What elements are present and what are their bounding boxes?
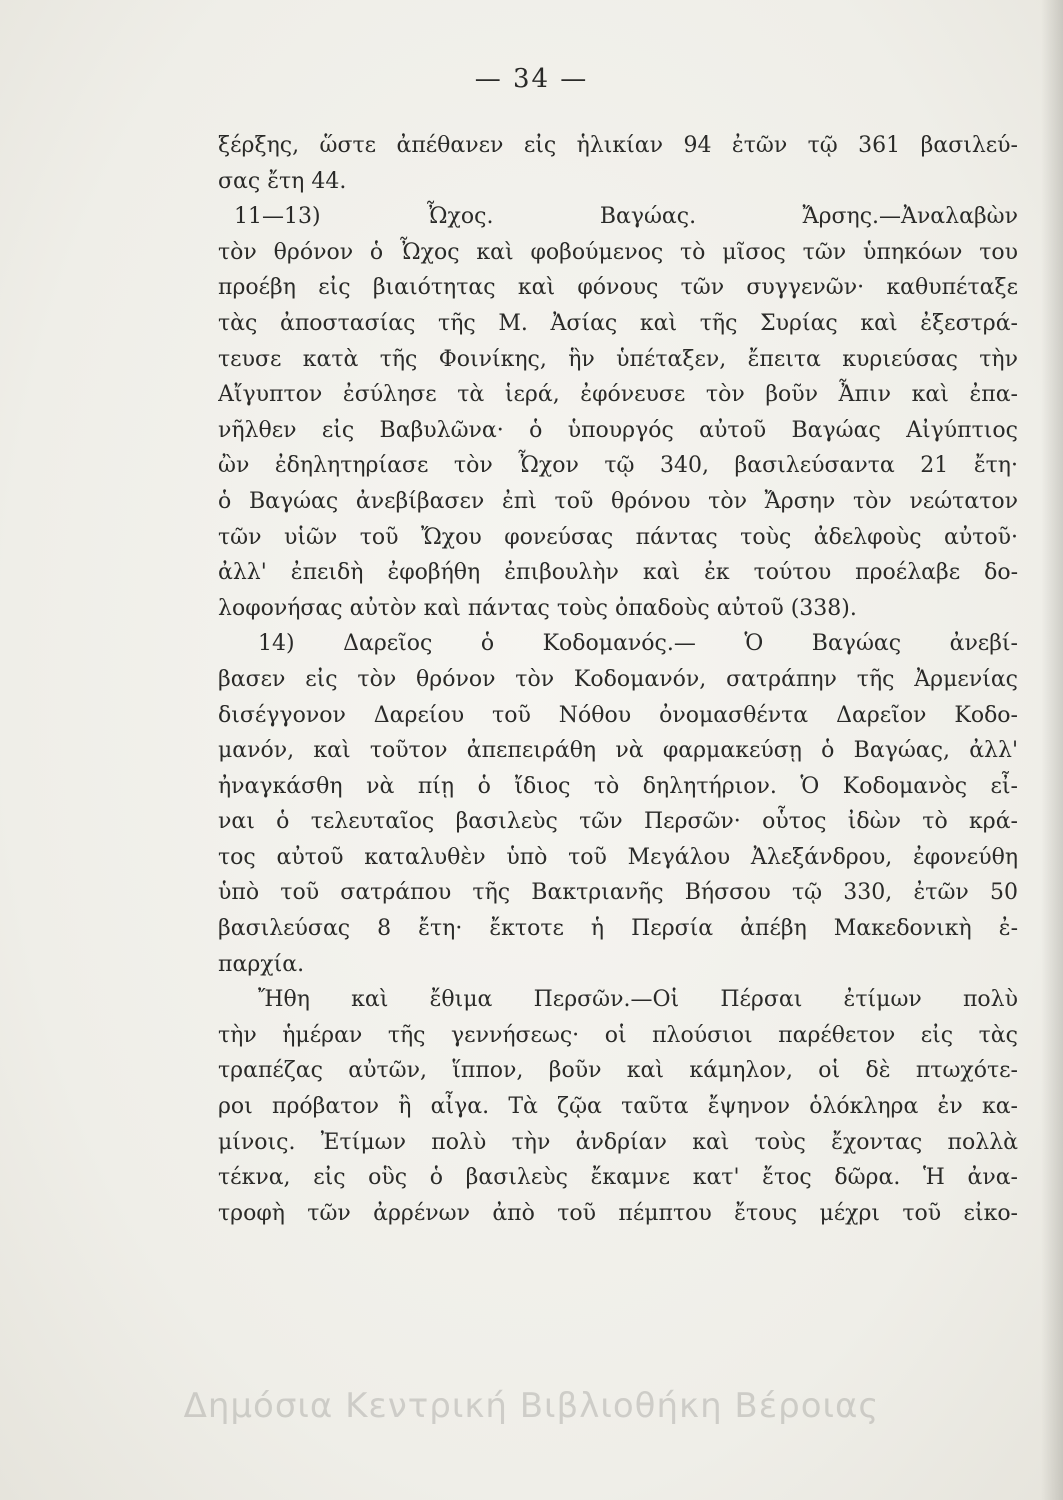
section-heading-line: 11—13) Ὦχος. Βαγώας. Ἄρσης.—Ἀναλαβὼν bbox=[234, 204, 1018, 230]
section-heading-line: Ἤθη καὶ ἔθιμα Περσῶν.—Οἱ Πέρσαι ἐτίμων πολὺ bbox=[258, 987, 1018, 1013]
text-line: προέβη εἰς βιαιότητας καὶ φόνους τῶν συγγενῶν· καθυπέταξε bbox=[218, 275, 1018, 301]
text-line: ὑπὸ τοῦ σατράπου τῆς Βακτριανῆς Βήσσου τῷ 330, ἐτῶν 50 bbox=[218, 880, 1018, 906]
text-line: ὁ Βαγώας ἀνεβίβασεν ἐπὶ τοῦ θρόνου τὸν Ἄρσην τὸν νεώτατον bbox=[218, 488, 1018, 514]
text-line: ὢν ἐδηλητηρίασε τὸν Ὦχον τῷ 340, βασιλεύσαντα 21 ἔτη· bbox=[218, 453, 1018, 479]
text-line: Αἴγυπτον ἐσύλησε τὰ ἱερά, ἐφόνευσε τὸν βοῦν Ἆπιν καὶ ἐπα- bbox=[218, 382, 1018, 408]
text-line: τροφὴ τῶν ἀρρένων ἀπὸ τοῦ πέμπτου ἔτους μέχρι τοῦ εἰκο- bbox=[218, 1200, 1018, 1226]
text-line: παρχία. bbox=[218, 951, 305, 977]
text-line: λοφονήσας αὐτὸν καὶ πάντας τοὺς ὀπαδοὺς αὐτοῦ (338). bbox=[218, 595, 857, 621]
library-watermark: Δημόσια Κεντρική Βιβλιοθήκη Βέροιας bbox=[183, 1386, 880, 1426]
text-line: ἀλλ' ἐπειδὴ ἐφοβήθη ἐπιβουλὴν καὶ ἐκ τούτου προέλαβε δο- bbox=[218, 560, 1018, 586]
text-line: βασιλεύσας 8 ἔτη· ἔκτοτε ἡ Περσία ἀπέβη Μακεδονικὴ ἐ- bbox=[218, 916, 1018, 942]
text-line: τευσε κατὰ τῆς Φοινίκης, ἣν ὑπέταξεν, ἔπειτα κυριεύσας τὴν bbox=[218, 346, 1018, 372]
text-line: ξέρξης, ὥστε ἀπέθανεν εἰς ἡλικίαν 94 ἐτῶν τῷ 361 βασιλεύ- bbox=[218, 133, 1018, 158]
text-line: τὰς ἀποστασίας τῆς Μ. Ἀσίας καὶ τῆς Συρίας καὶ ἐξεστρά- bbox=[218, 310, 1018, 336]
text-line: τῶν υἱῶν τοῦ Ὤχου φονεύσας πάντας τοὺς ἀδελφοὺς αὐτοῦ· bbox=[218, 524, 1018, 550]
text-line: δισέγγονον Δαρείου τοῦ Νόθου ὀνομασθέντα Δαρεῖον Κοδο- bbox=[218, 702, 1018, 728]
text-line: ναι ὁ τελευταῖος βασιλεὺς τῶν Περσῶν· οὗτος ἰδὼν τὸ κρά- bbox=[218, 809, 1018, 835]
page-number: — 34 — bbox=[474, 64, 589, 94]
text-line: τέκνα, εἰς οὓς ὁ βασιλεὺς ἔκαμνε κατ' ἔτος δῶρα. Ἡ ἀνα- bbox=[218, 1165, 1018, 1191]
text-line: νῆλθεν εἰς Βαβυλῶνα· ὁ ὑπουργός αὐτοῦ Βαγώας Αἰγύπτιος bbox=[218, 417, 1018, 443]
text-line: ροι πρόβατον ἢ αἶγα. Τὰ ζῷα ταῦτα ἔψηνον ὁλόκληρα ἐν κα- bbox=[218, 1094, 1018, 1120]
text-line: τραπέζας αὐτῶν, ἵππον, βοῦν καὶ κάμηλον, οἱ δὲ πτωχότε- bbox=[218, 1058, 1018, 1084]
text-line: βασεν εἰς τὸν θρόνον τὸν Κοδομανόν, σατράπην τῆς Ἀρμενίας bbox=[218, 666, 1018, 692]
text-line: τος αὐτοῦ καταλυθὲν ὑπὸ τοῦ Μεγάλου Ἀλεξάνδρου, ἐφονεύθη bbox=[218, 844, 1018, 870]
text-line: τὸν θρόνον ὁ Ὦχος καὶ φοβούμενος τὸ μῖσος τῶν ὑπηκόων του bbox=[218, 239, 1018, 265]
section-heading-line: 14) Δαρεῖος ὁ Κοδομανός.— Ὁ Βαγώας ἀνεβί- bbox=[258, 631, 1018, 657]
text-line: μανόν, καὶ τοῦτον ἀπεπειράθη νὰ φαρμακεύσῃ ὁ Βαγώας, ἀλλ' bbox=[218, 738, 1018, 764]
text-line: ἠναγκάσθη νὰ πίῃ ὁ ἴδιος τὸ δηλητήριον. Ὁ Κοδομανὸς εἶ- bbox=[218, 773, 1018, 799]
page-edge-shadow bbox=[1041, 0, 1063, 1500]
text-line: σας ἔτη 44. bbox=[218, 168, 347, 194]
body-text bbox=[218, 128, 1018, 1231]
text-line: μίνοις. Ἐτίμων πολὺ τὴν ἀνδρίαν καὶ τοὺς ἔχοντας πολλὰ bbox=[218, 1129, 1018, 1155]
text-line: τὴν ἡμέραν τῆς γεννήσεως· οἱ πλούσιοι παρέθετον εἰς τὰς bbox=[218, 1022, 1018, 1048]
